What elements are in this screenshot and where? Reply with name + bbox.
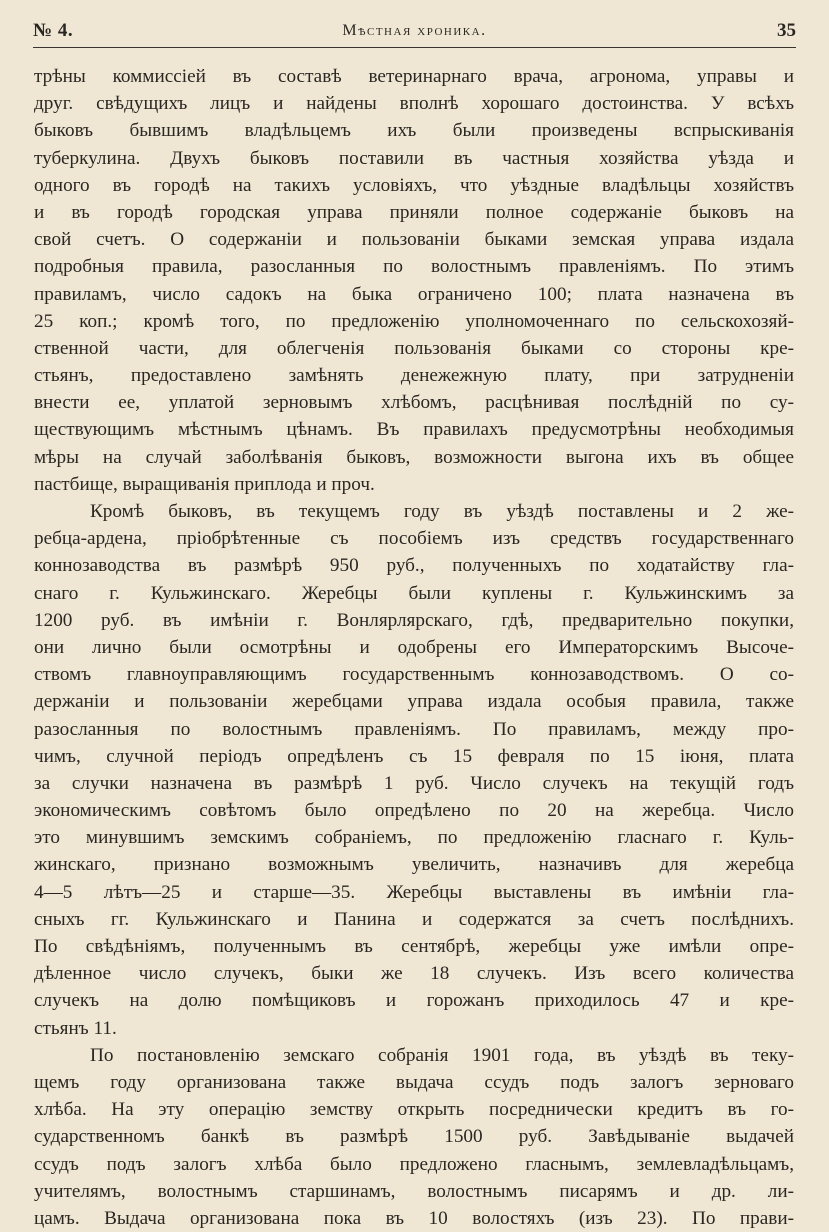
section-title: Мѣстная хроника.	[342, 22, 487, 39]
text-line: трѣны коммиссіей въ составѣ ветеринарнаго врача, агронома, управы и	[34, 66, 794, 87]
text-line: коннозаводства въ размѣрѣ 950 руб., полученныхъ по ходатайству гла-	[34, 555, 794, 577]
text-line: экономическимъ совѣтомъ было опредѣлено по 20 на жеребца. Число	[34, 800, 794, 822]
text-line: быковъ бывшимъ владѣльцемъ ихъ были произведены вспрыскиванія	[34, 120, 794, 142]
text-line: стьянъ 11.	[34, 1017, 117, 1039]
text-line: мѣры на случай заболѣванія быковъ, возможности выгона ихъ въ общее	[34, 446, 794, 468]
text-line: они лично были осмотрѣны и одобрены его Императорскимъ Высоче-	[34, 636, 794, 658]
text-line: и въ городѣ городская управа приняли полное содержаніе быковъ на	[34, 201, 794, 223]
text-line: ственной части, для облегченія пользованія быками со стороны кре-	[34, 337, 794, 359]
page-number: 35	[777, 20, 796, 41]
text-line: стьянъ, предоставлено замѣнять денежежную плату, при затрудненіи	[34, 365, 794, 387]
text-line: пастбище, выращиванія приплода и проч.	[34, 473, 375, 495]
text-line: цамъ. Выдача организована пока въ 10 волостяхъ (изъ 23). По прави-	[34, 1207, 794, 1229]
text-line: 4—5 лѣтъ—25 и старше—35. Жеребцы выставлены въ имѣніи гла-	[34, 881, 794, 903]
text-line: сныхъ гг. Кульжинскаго и Панина и содержатся за счетъ послѣднихъ.	[34, 908, 794, 930]
issue-number: № 4.	[33, 20, 74, 41]
text-line: свой счетъ. О содержаніи и пользованіи быками земская управа издала	[34, 229, 794, 251]
text-line: Кромѣ быковъ, въ текущемъ году въ уѣздѣ поставлены и 2 же-	[90, 501, 794, 522]
text-line: держаніи и пользованіи жеребцами управа издала особыя правила, также	[34, 691, 794, 713]
text-line: хлѣба. На эту операцію земству открыть посреднически кредитъ въ го-	[34, 1099, 794, 1121]
text-line: одного въ городѣ на такихъ условіяхъ, что уѣздные владѣльцы хозяйствъ	[34, 174, 794, 196]
text-line: друг. свѣдущихъ лицъ и найдены вполнѣ хорошаго достоинства. У всѣхъ	[34, 93, 794, 115]
text-line: это минувшимъ земскимъ собраніемъ, по предложенію гласнаго г. Куль-	[34, 827, 794, 849]
text-line: ссудъ подъ залогъ хлѣба было предложено гласнымъ, землевладѣльцамъ,	[34, 1153, 794, 1175]
text-line: учителямъ, волостнымъ старшинамъ, волостнымъ писарямъ и др. ли-	[34, 1180, 794, 1202]
text-line: ствомъ главноуправляющимъ государственнымъ коннозаводствомъ. О со-	[34, 664, 794, 686]
text-line: разосланныя по волостнымъ правленіямъ. По правиламъ, между про-	[34, 718, 794, 740]
text-line: подробныя правила, разосланныя по волостнымъ правленіямъ. По этимъ	[34, 256, 794, 278]
text-line: за случки назначена въ размѣрѣ 1 руб. Число случекъ на текущій годъ	[34, 772, 794, 794]
text-line: жинскаго, признано возможнымъ увеличить, назначивъ для жеребца	[34, 854, 794, 876]
text-line: снаго г. Кульжинскаго. Жеребцы были куплены г. Кульжинскимъ за	[34, 582, 794, 604]
text-line: ребца-ардена, пріобрѣтенные съ пособіемъ изъ средствъ государственнаго	[34, 528, 794, 550]
text-line: сударственномъ банкѣ въ размѣрѣ 1500 руб. Завѣдываніе выдачей	[34, 1126, 794, 1148]
text-line: правиламъ, число садокъ на быка ограничено 100; плата назначена въ	[34, 283, 794, 305]
text-line: чимъ, случной періодъ опредѣленъ съ 15 февраля по 15 іюня, плата	[34, 745, 794, 767]
body-text	[34, 63, 794, 1232]
text-line: ществующимъ мѣстнымъ цѣнамъ. Въ правилахъ предусмотрѣны необходимыя	[34, 419, 794, 441]
text-line: дѣленное число случекъ, быки же 18 случекъ. Изъ всего количества	[34, 963, 794, 985]
text-line: туберкулина. Двухъ быковъ поставили въ частныя хозяйства уѣзда и	[34, 147, 794, 169]
text-line: По свѣдѣніямъ, полученнымъ въ сентябрѣ, жеребцы уже имѣли опре-	[34, 936, 794, 957]
text-line: По постановленію земскаго собранія 1901 года, въ уѣздѣ въ теку-	[90, 1044, 794, 1066]
running-head	[33, 18, 796, 48]
text-line: 25 коп.; кромѣ того, по предложенію уполномоченнаго по сельскохозяй-	[34, 310, 794, 332]
text-line: 1200 руб. въ имѣніи г. Вонлярлярскаго, гдѣ, предварительно покупки,	[34, 609, 794, 631]
header-rule	[33, 47, 796, 48]
text-line: щемъ году организована также выдача ссудъ подъ залогъ зерноваго	[34, 1071, 794, 1093]
text-line: случекъ на долю помѣщиковъ и горожанъ приходилось 47 и кре-	[34, 990, 794, 1012]
text-line: внести ее, уплатой зерновымъ хлѣбомъ, расцѣнивая послѣдній по су-	[34, 392, 794, 414]
